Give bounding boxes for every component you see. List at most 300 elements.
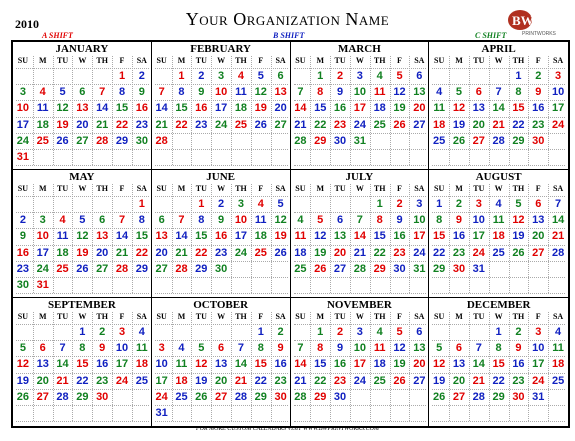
day-cell[interactable]: 2 <box>515 326 522 338</box>
day-cell[interactable]: 3 <box>356 70 363 82</box>
day-cell[interactable]: 20 <box>333 246 347 259</box>
day-cell[interactable]: 25 <box>294 262 307 275</box>
day-cell[interactable]: 28 <box>96 134 109 147</box>
day-cell[interactable]: 7 <box>158 86 165 99</box>
day-cell[interactable]: 11 <box>136 342 148 355</box>
day-cell[interactable]: 14 <box>294 358 307 371</box>
day-cell[interactable]: 27 <box>472 134 485 147</box>
day-cell[interactable]: 12 <box>512 214 525 227</box>
day-cell[interactable]: 27 <box>333 262 347 275</box>
day-cell[interactable]: 23 <box>532 118 545 131</box>
day-cell[interactable]: 6 <box>336 214 344 227</box>
day-cell[interactable]: 7 <box>59 342 66 355</box>
day-cell[interactable]: 9 <box>277 342 284 355</box>
day-cell[interactable]: 27 <box>96 262 109 275</box>
day-cell[interactable]: 15 <box>175 102 188 115</box>
day-cell[interactable]: 10 <box>353 342 366 355</box>
day-cell[interactable]: 28 <box>56 390 69 403</box>
day-cell[interactable]: 1 <box>178 70 185 82</box>
day-cell[interactable]: 11 <box>294 230 307 243</box>
day-cell[interactable]: 6 <box>218 342 225 355</box>
day-cell[interactable]: 27 <box>413 374 426 387</box>
day-cell[interactable]: 1 <box>495 326 502 338</box>
day-cell[interactable]: 31 <box>353 134 366 147</box>
day-cell[interactable]: 30 <box>512 390 525 403</box>
day-cell[interactable]: 18 <box>254 230 267 243</box>
day-cell[interactable]: 17 <box>353 102 366 115</box>
day-cell[interactable]: 6 <box>277 70 284 82</box>
day-cell[interactable]: 27 <box>274 118 287 131</box>
day-cell[interactable]: 6 <box>39 342 46 355</box>
day-cell[interactable]: 30 <box>96 390 109 403</box>
day-cell[interactable]: 30 <box>16 279 30 291</box>
day-cell[interactable]: 10 <box>155 358 168 371</box>
day-cell[interactable]: 15 <box>135 230 148 243</box>
day-cell[interactable]: 16 <box>135 102 148 115</box>
day-cell[interactable]: 10 <box>115 342 129 355</box>
day-cell[interactable]: 12 <box>195 358 208 371</box>
day-cell[interactable]: 16 <box>274 358 287 371</box>
day-cell[interactable]: 6 <box>455 342 463 355</box>
day-cell[interactable]: 21 <box>234 374 248 387</box>
day-cell[interactable]: 1 <box>376 198 383 210</box>
day-cell[interactable]: 31 <box>472 262 485 275</box>
day-cell[interactable]: 21 <box>492 118 505 131</box>
day-cell[interactable]: 29 <box>433 262 446 275</box>
day-cell[interactable]: 15 <box>115 102 129 115</box>
day-cell[interactable]: 14 <box>96 102 109 115</box>
day-cell[interactable]: 30 <box>214 262 228 275</box>
day-cell[interactable]: 4 <box>138 326 145 338</box>
day-cell[interactable]: 10 <box>413 214 426 227</box>
day-cell[interactable]: 20 <box>472 118 485 131</box>
day-cell[interactable]: 19 <box>393 102 406 115</box>
day-cell[interactable]: 20 <box>452 374 466 387</box>
day-cell[interactable]: 14 <box>155 102 168 115</box>
day-cell[interactable]: 8 <box>495 342 502 355</box>
day-cell[interactable]: 8 <box>138 214 145 227</box>
day-cell[interactable]: 26 <box>56 134 69 147</box>
day-cell[interactable]: 7 <box>356 214 363 227</box>
day-cell[interactable]: 22 <box>314 374 327 387</box>
day-cell[interactable]: 6 <box>416 326 423 338</box>
day-cell[interactable]: 2 <box>138 70 145 82</box>
day-cell[interactable]: 22 <box>76 374 89 387</box>
day-cell[interactable]: 6 <box>158 214 165 227</box>
day-cell[interactable]: 10 <box>551 86 565 99</box>
day-cell[interactable]: 12 <box>76 230 89 243</box>
day-cell[interactable]: 28 <box>294 134 307 147</box>
day-cell[interactable]: 16 <box>16 246 30 259</box>
day-cell[interactable]: 6 <box>416 70 423 82</box>
day-cell[interactable]: 22 <box>314 118 327 131</box>
day-cell[interactable]: 26 <box>274 246 287 259</box>
day-cell[interactable]: 18 <box>492 230 505 243</box>
day-cell[interactable]: 12 <box>452 102 466 115</box>
day-cell[interactable]: 8 <box>118 86 126 99</box>
day-cell[interactable]: 3 <box>158 342 165 355</box>
day-cell[interactable]: 1 <box>317 326 324 338</box>
day-cell[interactable]: 3 <box>475 198 482 210</box>
day-cell[interactable]: 8 <box>257 342 264 355</box>
day-cell[interactable]: 18 <box>36 118 49 131</box>
day-cell[interactable]: 14 <box>115 230 129 243</box>
day-cell[interactable]: 26 <box>254 118 267 131</box>
day-cell[interactable]: 13 <box>214 358 228 371</box>
day-cell[interactable]: 4 <box>495 198 502 210</box>
day-cell[interactable]: 1 <box>79 326 86 338</box>
day-cell[interactable]: 26 <box>195 390 208 403</box>
day-cell[interactable]: 16 <box>532 102 545 115</box>
day-cell[interactable]: 12 <box>16 358 30 371</box>
day-cell[interactable]: 3 <box>19 86 26 99</box>
day-cell[interactable]: 14 <box>294 102 307 115</box>
day-cell[interactable]: 21 <box>353 246 366 259</box>
day-cell[interactable]: 28 <box>234 390 248 403</box>
day-cell[interactable]: 29 <box>373 262 386 275</box>
day-cell[interactable]: 11 <box>492 214 505 227</box>
day-cell[interactable]: 18 <box>234 102 248 115</box>
day-cell[interactable]: 23 <box>135 118 148 131</box>
day-cell[interactable]: 13 <box>333 230 347 243</box>
day-cell[interactable]: 10 <box>36 230 49 243</box>
day-cell[interactable]: 13 <box>413 342 426 355</box>
day-cell[interactable]: 29 <box>492 390 505 403</box>
day-cell[interactable]: 4 <box>59 214 66 227</box>
day-cell[interactable]: 11 <box>254 214 267 227</box>
day-cell[interactable]: 7 <box>297 342 304 355</box>
day-cell[interactable]: 6 <box>475 86 482 99</box>
day-cell[interactable]: 20 <box>413 102 426 115</box>
day-cell[interactable]: 30 <box>333 134 347 147</box>
day-cell[interactable]: 19 <box>314 246 327 259</box>
day-cell[interactable]: 25 <box>373 118 386 131</box>
day-cell[interactable]: 7 <box>475 342 482 355</box>
day-cell[interactable]: 26 <box>76 262 89 275</box>
day-cell[interactable]: 19 <box>254 102 267 115</box>
day-cell[interactable]: 13 <box>36 358 49 371</box>
day-cell[interactable]: 12 <box>56 102 69 115</box>
day-cell[interactable]: 4 <box>376 326 383 338</box>
day-cell[interactable]: 20 <box>532 230 545 243</box>
day-cell[interactable]: 8 <box>376 214 383 227</box>
day-cell[interactable]: 24 <box>234 246 248 259</box>
day-cell[interactable]: 22 <box>195 246 208 259</box>
day-cell[interactable]: 4 <box>257 198 264 210</box>
day-cell[interactable]: 26 <box>393 118 406 131</box>
day-cell[interactable]: 21 <box>96 118 109 131</box>
day-cell[interactable]: 17 <box>155 374 168 387</box>
day-cell[interactable]: 24 <box>353 374 366 387</box>
day-cell[interactable]: 10 <box>16 102 30 115</box>
day-cell[interactable]: 11 <box>175 358 188 371</box>
day-cell[interactable]: 28 <box>492 134 505 147</box>
day-cell[interactable]: 1 <box>436 198 443 210</box>
day-cell[interactable]: 15 <box>254 358 267 371</box>
day-cell[interactable]: 29 <box>314 134 327 147</box>
day-cell[interactable]: 19 <box>393 358 406 371</box>
day-cell[interactable]: 16 <box>393 230 406 243</box>
day-cell[interactable]: 28 <box>353 262 366 275</box>
day-cell[interactable]: 29 <box>76 390 89 403</box>
day-cell[interactable]: 25 <box>135 374 148 387</box>
day-cell[interactable]: 19 <box>76 246 89 259</box>
day-cell[interactable]: 12 <box>274 214 287 227</box>
day-cell[interactable]: 5 <box>455 86 463 99</box>
day-cell[interactable]: 31 <box>16 151 30 163</box>
day-cell[interactable]: 7 <box>178 214 185 227</box>
day-cell[interactable]: 7 <box>297 86 304 99</box>
day-cell[interactable]: 17 <box>551 102 565 115</box>
day-cell[interactable]: 18 <box>551 358 565 371</box>
day-cell[interactable]: 10 <box>234 214 248 227</box>
day-cell[interactable]: 17 <box>36 246 49 259</box>
day-cell[interactable]: 3 <box>218 70 225 82</box>
day-cell[interactable]: 4 <box>297 214 304 227</box>
day-cell[interactable]: 2 <box>277 326 284 338</box>
day-cell[interactable]: 28 <box>472 390 485 403</box>
day-cell[interactable]: 20 <box>155 246 168 259</box>
day-cell[interactable]: 27 <box>155 262 168 275</box>
day-cell[interactable]: 22 <box>512 118 525 131</box>
day-cell[interactable]: 8 <box>436 214 443 227</box>
day-cell[interactable]: 7 <box>495 86 502 99</box>
day-cell[interactable]: 17 <box>16 118 30 131</box>
day-cell[interactable]: 14 <box>175 230 188 243</box>
day-cell[interactable]: 6 <box>535 198 542 210</box>
day-cell[interactable]: 16 <box>452 230 466 243</box>
day-cell[interactable]: 11 <box>433 102 445 115</box>
day-cell[interactable]: 30 <box>532 134 545 147</box>
day-cell[interactable]: 16 <box>333 358 347 371</box>
day-cell[interactable]: 24 <box>16 134 30 147</box>
day-cell[interactable]: 5 <box>396 326 403 338</box>
day-cell[interactable]: 5 <box>396 70 403 82</box>
day-cell[interactable]: 1 <box>515 70 522 82</box>
day-cell[interactable]: 15 <box>314 358 327 371</box>
day-cell[interactable]: 31 <box>155 407 168 419</box>
day-cell[interactable]: 23 <box>393 246 406 259</box>
day-cell[interactable]: 21 <box>155 118 168 131</box>
day-cell[interactable]: 5 <box>257 70 264 82</box>
day-cell[interactable]: 23 <box>452 246 466 259</box>
day-cell[interactable]: 5 <box>436 342 443 355</box>
day-cell[interactable]: 3 <box>535 326 542 338</box>
day-cell[interactable]: 22 <box>175 118 188 131</box>
day-cell[interactable]: 24 <box>353 118 366 131</box>
day-cell[interactable]: 10 <box>532 342 545 355</box>
day-cell[interactable]: 20 <box>76 118 89 131</box>
day-cell[interactable]: 2 <box>19 214 26 227</box>
day-cell[interactable]: 15 <box>433 230 446 243</box>
day-cell[interactable]: 25 <box>492 246 505 259</box>
day-cell[interactable]: 9 <box>535 86 542 99</box>
day-cell[interactable]: 2 <box>99 326 106 338</box>
day-cell[interactable]: 7 <box>99 86 106 99</box>
day-cell[interactable]: 29 <box>512 134 525 147</box>
day-cell[interactable]: 9 <box>455 214 463 227</box>
day-cell[interactable]: 15 <box>76 358 89 371</box>
day-cell[interactable]: 28 <box>155 134 168 147</box>
day-cell[interactable]: 2 <box>198 70 205 82</box>
day-cell[interactable]: 21 <box>294 374 307 387</box>
day-cell[interactable]: 12 <box>393 86 406 99</box>
day-cell[interactable]: 13 <box>76 102 89 115</box>
day-cell[interactable]: 1 <box>138 198 145 210</box>
day-cell[interactable]: 23 <box>333 118 347 131</box>
day-cell[interactable]: 30 <box>274 390 287 403</box>
day-cell[interactable]: 11 <box>56 230 69 243</box>
day-cell[interactable]: 9 <box>218 214 225 227</box>
day-cell[interactable]: 24 <box>214 118 228 131</box>
day-cell[interactable]: 18 <box>56 246 69 259</box>
day-cell[interactable]: 26 <box>393 374 406 387</box>
day-cell[interactable]: 14 <box>353 230 366 243</box>
day-cell[interactable]: 9 <box>515 342 522 355</box>
day-cell[interactable]: 4 <box>237 70 244 82</box>
day-cell[interactable]: 22 <box>492 374 505 387</box>
day-cell[interactable]: 2 <box>535 70 542 82</box>
day-cell[interactable]: 2 <box>218 198 225 210</box>
day-cell[interactable]: 5 <box>317 214 324 227</box>
day-cell[interactable]: 16 <box>333 102 347 115</box>
day-cell[interactable]: 31 <box>36 279 49 291</box>
day-cell[interactable]: 11 <box>373 86 386 99</box>
day-cell[interactable]: 4 <box>39 86 46 99</box>
day-cell[interactable]: 11 <box>552 342 564 355</box>
day-cell[interactable]: 28 <box>175 262 188 275</box>
day-cell[interactable]: 5 <box>19 342 26 355</box>
day-cell[interactable]: 26 <box>452 134 466 147</box>
day-cell[interactable]: 9 <box>396 214 403 227</box>
day-cell[interactable]: 30 <box>333 390 347 403</box>
day-cell[interactable]: 28 <box>551 246 565 259</box>
day-cell[interactable]: 21 <box>115 246 129 259</box>
day-cell[interactable]: 24 <box>413 246 426 259</box>
day-cell[interactable]: 9 <box>198 86 205 99</box>
day-cell[interactable]: 1 <box>317 70 324 82</box>
day-cell[interactable]: 19 <box>452 118 466 131</box>
day-cell[interactable]: 14 <box>472 358 485 371</box>
day-cell[interactable]: 30 <box>135 134 148 147</box>
day-cell[interactable]: 20 <box>96 246 109 259</box>
day-cell[interactable]: 18 <box>433 118 446 131</box>
day-cell[interactable]: 31 <box>413 262 426 275</box>
day-cell[interactable]: 4 <box>436 86 443 99</box>
day-cell[interactable]: 12 <box>393 342 406 355</box>
day-cell[interactable]: 28 <box>294 390 307 403</box>
day-cell[interactable]: 19 <box>512 230 525 243</box>
day-cell[interactable]: 19 <box>433 374 446 387</box>
day-cell[interactable]: 14 <box>492 102 505 115</box>
day-cell[interactable]: 27 <box>532 246 545 259</box>
day-cell[interactable]: 7 <box>555 198 562 210</box>
day-cell[interactable]: 24 <box>472 246 485 259</box>
day-cell[interactable]: 25 <box>433 134 446 147</box>
day-cell[interactable]: 7 <box>118 214 126 227</box>
day-cell[interactable]: 25 <box>373 374 386 387</box>
day-cell[interactable]: 2 <box>336 70 344 82</box>
day-cell[interactable]: 24 <box>115 374 129 387</box>
day-cell[interactable]: 3 <box>416 198 423 210</box>
day-cell[interactable]: 17 <box>115 358 129 371</box>
day-cell[interactable]: 3 <box>237 198 244 210</box>
day-cell[interactable]: 13 <box>472 102 485 115</box>
day-cell[interactable]: 9 <box>19 230 26 243</box>
day-cell[interactable]: 19 <box>274 230 287 243</box>
day-cell[interactable]: 26 <box>314 262 327 275</box>
day-cell[interactable]: 5 <box>198 342 205 355</box>
day-cell[interactable]: 19 <box>195 374 208 387</box>
day-cell[interactable]: 19 <box>16 374 30 387</box>
day-cell[interactable]: 4 <box>555 326 562 338</box>
day-cell[interactable]: 1 <box>198 198 205 210</box>
day-cell[interactable]: 30 <box>452 262 466 275</box>
day-cell[interactable]: 21 <box>551 230 565 243</box>
day-cell[interactable]: 29 <box>195 262 208 275</box>
day-cell[interactable]: 4 <box>376 70 383 82</box>
day-cell[interactable]: 25 <box>175 390 188 403</box>
day-cell[interactable]: 13 <box>155 230 168 243</box>
day-cell[interactable]: 8 <box>198 214 205 227</box>
day-cell[interactable]: 29 <box>135 262 148 275</box>
day-cell[interactable]: 14 <box>234 358 248 371</box>
day-cell[interactable]: 20 <box>413 358 426 371</box>
day-cell[interactable]: 17 <box>214 102 228 115</box>
day-cell[interactable]: 18 <box>135 358 148 371</box>
day-cell[interactable]: 22 <box>433 246 446 259</box>
day-cell[interactable]: 25 <box>551 374 565 387</box>
day-cell[interactable]: 2 <box>455 198 463 210</box>
day-cell[interactable]: 21 <box>472 374 485 387</box>
day-cell[interactable]: 17 <box>413 230 426 243</box>
day-cell[interactable]: 5 <box>79 214 86 227</box>
day-cell[interactable]: 25 <box>36 134 49 147</box>
day-cell[interactable]: 16 <box>96 358 109 371</box>
day-cell[interactable]: 25 <box>56 262 69 275</box>
day-cell[interactable]: 3 <box>356 326 363 338</box>
day-cell[interactable]: 8 <box>317 86 324 99</box>
day-cell[interactable]: 23 <box>195 118 208 131</box>
day-cell[interactable]: 15 <box>314 102 327 115</box>
day-cell[interactable]: 28 <box>115 262 129 275</box>
day-cell[interactable]: 12 <box>433 358 446 371</box>
day-cell[interactable]: 31 <box>532 390 545 403</box>
day-cell[interactable]: 8 <box>317 342 324 355</box>
day-cell[interactable]: 26 <box>512 246 525 259</box>
day-cell[interactable]: 8 <box>515 86 522 99</box>
day-cell[interactable]: 15 <box>512 102 525 115</box>
day-cell[interactable]: 21 <box>175 246 188 259</box>
day-cell[interactable]: 23 <box>333 374 347 387</box>
day-cell[interactable]: 29 <box>115 134 129 147</box>
day-cell[interactable]: 9 <box>336 342 344 355</box>
day-cell[interactable]: 16 <box>214 230 228 243</box>
day-cell[interactable]: 15 <box>195 230 208 243</box>
day-cell[interactable]: 23 <box>274 374 287 387</box>
day-cell[interactable]: 9 <box>99 342 106 355</box>
day-cell[interactable]: 19 <box>56 118 69 131</box>
day-cell[interactable]: 12 <box>254 86 267 99</box>
day-cell[interactable]: 27 <box>214 390 228 403</box>
day-cell[interactable]: 12 <box>314 230 327 243</box>
day-cell[interactable]: 3 <box>118 326 126 338</box>
day-cell[interactable]: 16 <box>195 102 208 115</box>
day-cell[interactable]: 13 <box>532 214 545 227</box>
day-cell[interactable]: 21 <box>56 374 69 387</box>
day-cell[interactable]: 29 <box>254 390 267 403</box>
day-cell[interactable]: 17 <box>532 358 545 371</box>
